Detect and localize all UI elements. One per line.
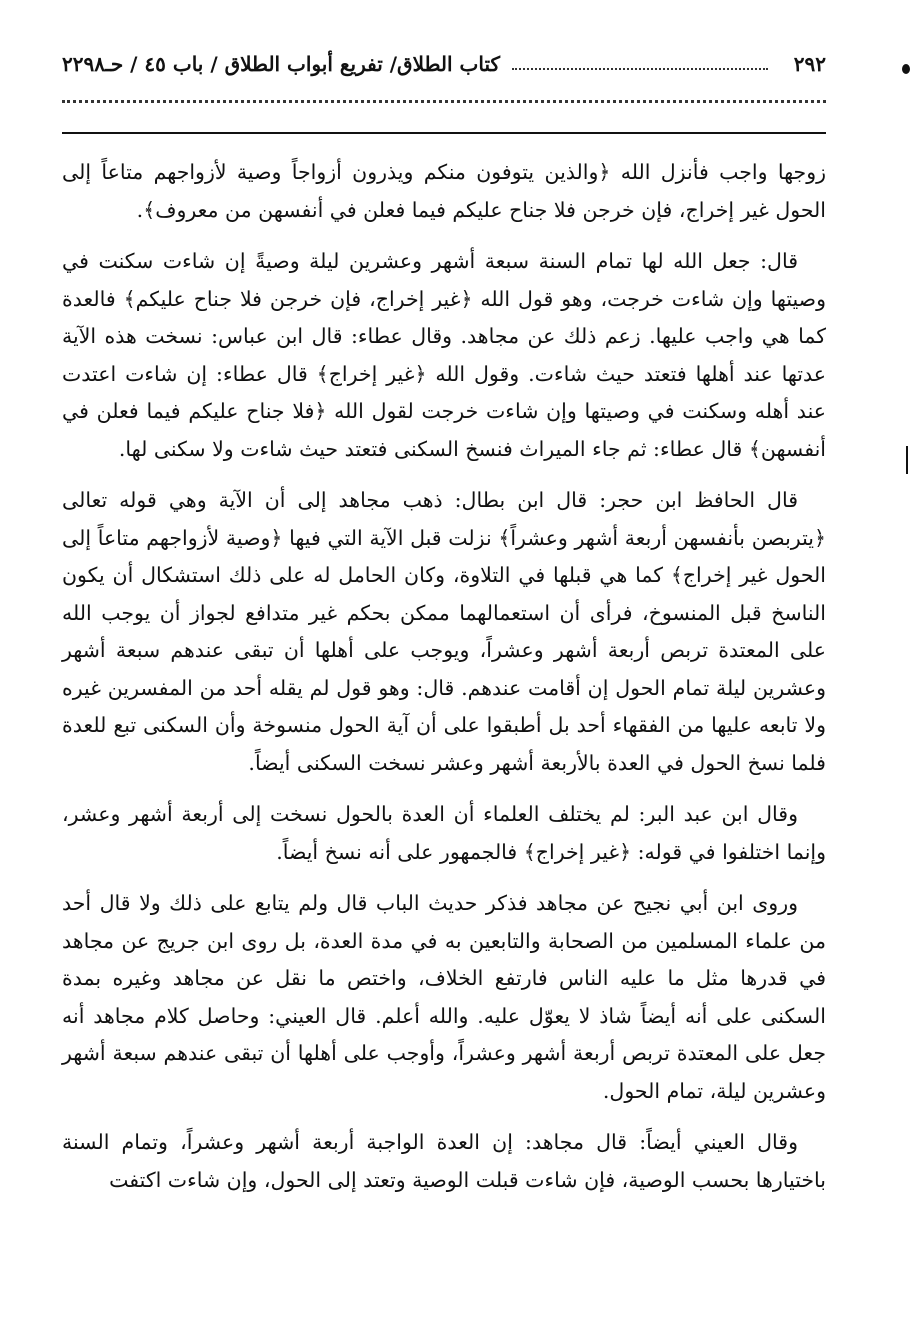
paragraph-6: وقال العيني أيضاً: قال مجاهد: إن العدة الواجبة أربعة أشهر وعشراً، وتمام السنة باختيارها بحسب الوصية، فإن شاءت قبلت الوصية وتعتد إلى الحول، وإن شاءت اكتفت: [62, 1130, 826, 1192]
paragraph-5: وروى ابن أبي نجيح عن مجاهد فذكر حديث الباب قال ولم يتابع على ذلك ولا قال أحد من علماء المسلمين من الصحابة والتابعين به في مدة العدة، بل روى ابن جريج عن مجاهد في قدرها مثل ما عليه الناس فارتفع الخلاف، واختص ما نقل عن مجاهد وغيره بمدة السكنى على أنه أيضاً شاذ لا يعوّل عليه. والله أعلم. قال العيني: وحاصل كلام مجاهد أنه جعل على المعتدة تربص أربعة أشهر وعشراً، وأوجب على أهلها أن تبقى عندهم سبعة أشهر وعشرين ليلة، تمام الحول.: [62, 891, 826, 1103]
header-dot-leader: [512, 58, 768, 70]
header-rule: [62, 132, 826, 134]
paragraph-3: قال الحافظ ابن حجر: قال ابن بطال: ذهب مجاهد إلى أن الآية وهي قوله تعالى ﴿يتربصن بأنفسهن أربعة أشهر وعشراً﴾ نزلت قبل الآية التي فيها ﴿وصية لأزواجهم متاعاً إلى الحول غير إخراج﴾ كما هي قبلها في التلاوة، وكان الحامل له على ذلك استشكال أن يكون الناسخ قبل المنسوخ، فرأى أن استعمالهما ممكن بحكم غير متدافع لجواز أن يوجب الله على المعتدة تربص أربعة أشهر وعشراً، ويوجب على أهلها أن تبقى عندهم سبعة أشهر وعشرين ليلة تمام الحول إن أقامت عندهم. قال: وهو قول لم يقله أحد من المفسرين غيره ولا تابعه عليها من الفقهاء أحد بل أطبقوا على أن آية الحول منسوخة وأن السكنى تبع للعدة فلما نسخ الحول في العدة بالأربعة أشهر وعشر نسخت السكنى أيضاً.: [62, 488, 826, 775]
paragraph-1: زوجها واجب فأنزل الله ﴿والذين يتوفون منكم ويذرون أزواجاً وصية لأزواجهم متاعاً إلى الحول غير إخراج، فإن خرجن فلا جناح عليكم فيما فعلن في أنفسهن من معروف﴾.: [62, 160, 826, 222]
scan-edge-tick: [906, 446, 908, 474]
main-text: [62, 154, 826, 1213]
scan-edge-mark: [902, 64, 910, 74]
running-title: كتاب الطلاق/ تفريع أبواب الطلاق / باب ٤٥ / حـ٢٢٩٨: [62, 52, 501, 76]
paragraph-2: قال: جعل الله لها تمام السنة سبعة أشهر وعشرين ليلة وصيةً إن شاءت سكنت في وصيتها وإن شاءت خرجت، وهو قول الله ﴿غير إخراج، فإن خرجن فلا جناح عليكم﴾ فالعدة كما هي واجب عليها. زعم ذلك عن مجاهد. وقال عطاء: قال ابن عباس: نسخت هذه الآية عدتها عند أهلها فتعتد حيث شاءت. وقول الله ﴿غير إخراج﴾ قال عطاء: إن شاءت اعتدت عند أهله وسكنت في وصيتها وإن شاءت خرجت لقول الله ﴿فلا جناح عليكم فيما فعلن في أنفسهن﴾ قال عطاء: ثم جاء الميراث فنسخ السكنى فتعتد حيث شاءت ولا سكنى لها.: [62, 249, 826, 461]
page-number: ٢٩٢: [793, 52, 826, 76]
paragraph-4: وقال ابن عبد البر: لم يختلف العلماء أن العدة بالحول نسخت إلى أربعة أشهر وعشر، وإنما اختلفوا في قوله: ﴿غير إخراج﴾ فالجمهور على أنه نسخ أيضاً.: [62, 802, 826, 864]
running-header: [62, 44, 826, 84]
header-dotted-divider: [62, 100, 826, 103]
